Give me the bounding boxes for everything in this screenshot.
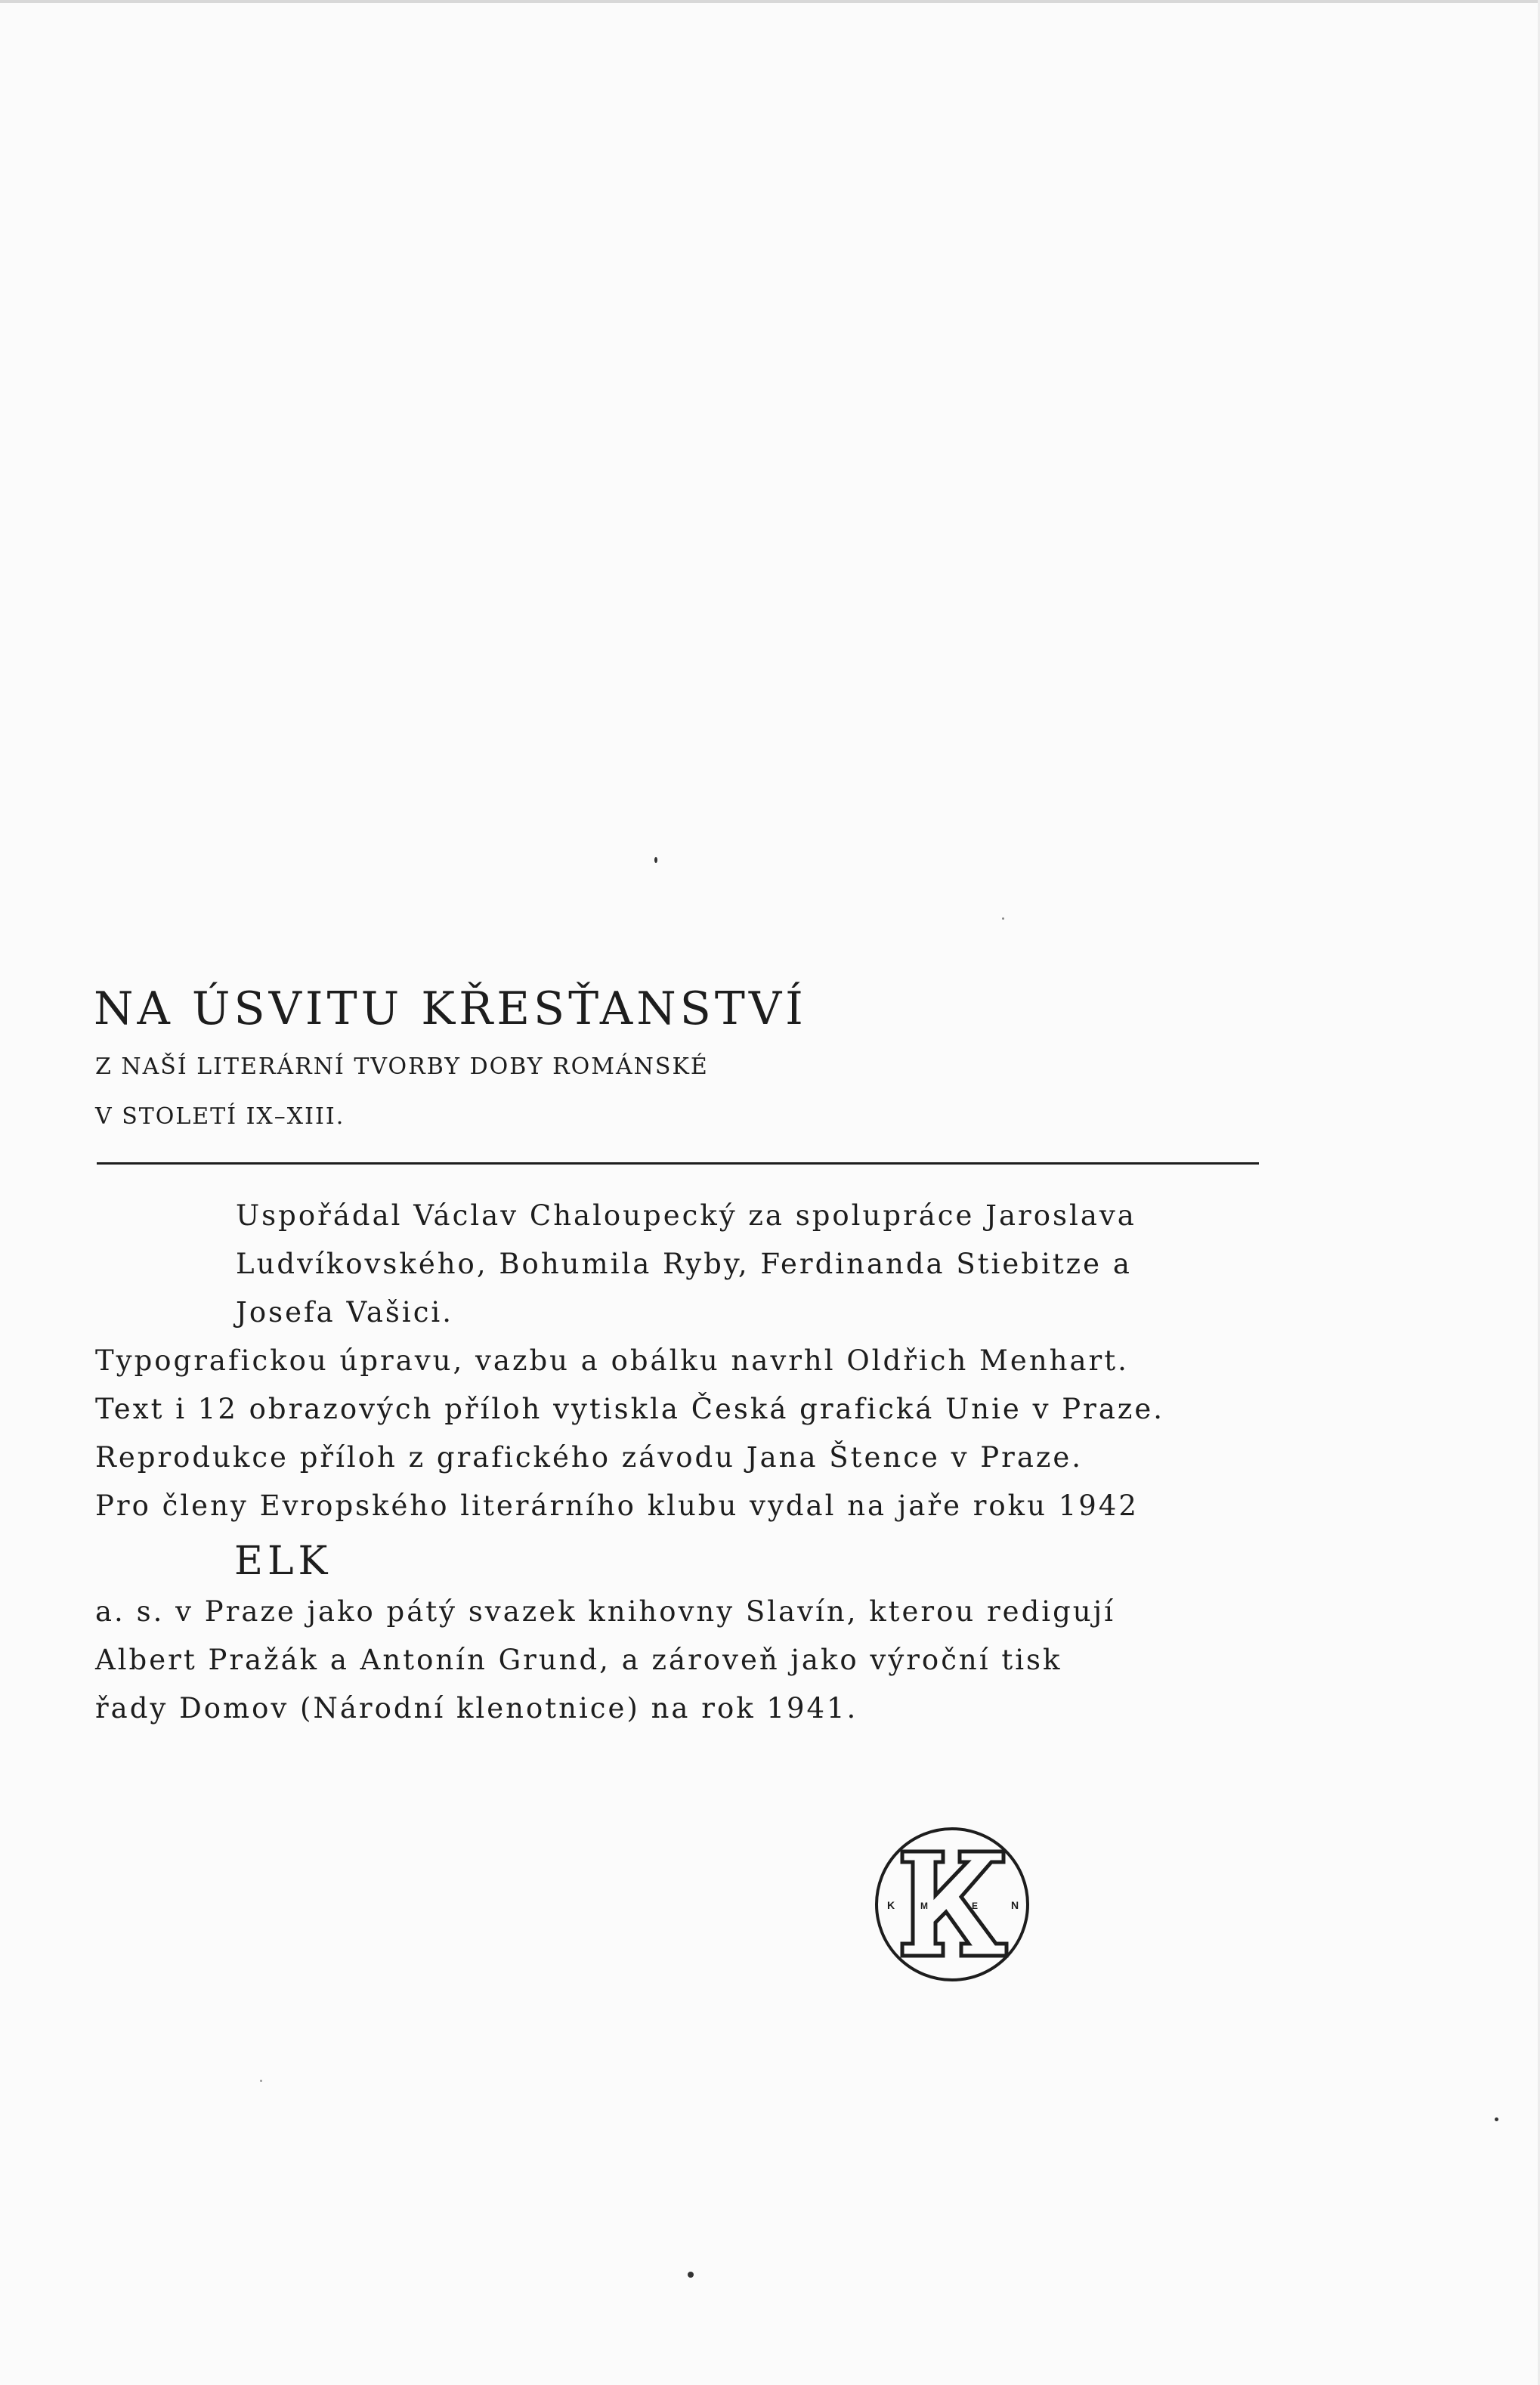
- scan-speck: [1002, 917, 1004, 920]
- publisher-name: ELK: [234, 1539, 332, 1584]
- logo-letter-n: N: [1011, 1899, 1019, 1911]
- book-title: NA ÚSVITU KŘESŤANSTVÍ: [94, 982, 807, 1035]
- publisher-logo: [871, 1823, 1034, 1986]
- subtitle-line-2: V STOLETÍ IX–XIII.: [95, 1103, 345, 1130]
- page-edge: [0, 0, 1540, 3]
- colophon-line-10: řady Domov (Národní klenotnice) na rok 1941.: [95, 1692, 858, 1725]
- scan-speck: [654, 857, 657, 863]
- scan-speck: [1495, 2117, 1498, 2121]
- colophon-line-1: Uspořádal Václav Chaloupecký za spolupráce Jaroslava: [236, 1199, 1136, 1232]
- scan-speck: [260, 2080, 262, 2082]
- logo-letter-m: M: [920, 1901, 928, 1911]
- colophon-line-4: Typografickou úpravu, vazbu a obálku navrhl Oldřich Menhart.: [95, 1344, 1129, 1377]
- colophon-line-7: Pro členy Evropského literárního klubu vydal na jaře roku 1942: [95, 1489, 1139, 1522]
- scan-speck: [688, 2272, 694, 2278]
- logo-emblem-icon: [871, 1823, 1034, 1986]
- colophon-line-6: Reprodukce příloh z grafického závodu Jana Štence v Praze.: [95, 1441, 1084, 1474]
- subtitle-line-1: Z NAŠÍ LITERÁRNÍ TVORBY DOBY ROMÁNSKÉ: [95, 1053, 709, 1080]
- logo-letter-e: E: [972, 1901, 979, 1911]
- horizontal-rule: [97, 1162, 1259, 1165]
- logo-letter-k: K: [887, 1899, 895, 1911]
- colophon-line-9: Albert Pražák a Antonín Grund, a zároveň jako výroční tisk: [95, 1644, 1062, 1676]
- colophon-line-2: Ludvíkovského, Bohumila Ryby, Ferdinanda Stiebitze a: [236, 1248, 1132, 1280]
- colophon-line-5: Text i 12 obrazových příloh vytiskla Česká grafická Unie v Praze.: [95, 1393, 1165, 1425]
- colophon-line-8: a. s. v Praze jako pátý svazek knihovny Slavín, kterou redigují: [95, 1595, 1115, 1628]
- colophon-line-3: Josefa Vašici.: [236, 1296, 454, 1329]
